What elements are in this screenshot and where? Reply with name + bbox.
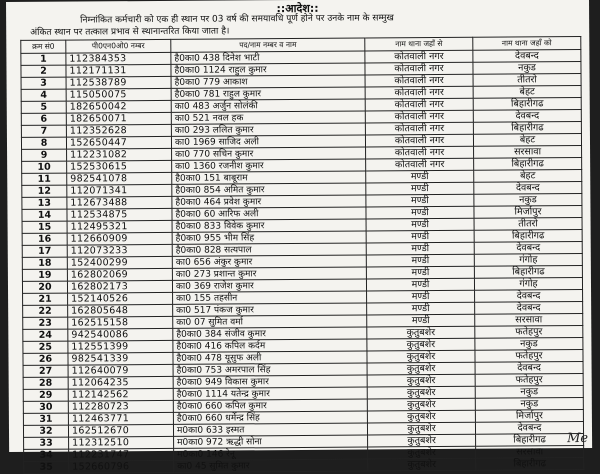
cell-name: है0का0 60 आरिफ अली xyxy=(172,207,366,220)
cell-to: नकुड xyxy=(473,62,581,75)
cell-name: है0का0 828 सत्यपाल xyxy=(172,243,366,256)
cell-from: कोतवाली नगर xyxy=(365,98,473,111)
header-sr: क्रम सं0 xyxy=(21,40,66,53)
cell-name: का0 521 नवल हक xyxy=(171,111,365,124)
cell-sr: 7 xyxy=(21,125,66,137)
header-pno: पी0एन0ओ0 नम्बर xyxy=(66,39,171,53)
document-page xyxy=(6,0,592,473)
cell-to: मिर्जापुर xyxy=(475,410,583,423)
cell-sr: 3 xyxy=(21,77,66,89)
cell-name: है0का0 779 आकाश xyxy=(171,75,365,88)
cell-pno: 982541339 xyxy=(68,352,173,365)
cell-name: का0 45 सुमित कुमार xyxy=(174,459,368,472)
cell-from: मण्डी xyxy=(366,254,474,267)
cell-sr: 19 xyxy=(22,269,67,281)
cell-pno: 112673488 xyxy=(67,196,172,209)
cell-to: तीतरो xyxy=(473,74,581,87)
cell-to: बिहारीगढ xyxy=(473,98,581,111)
cell-sr: 31 xyxy=(23,413,68,425)
cell-name: का0 155 तहसीन xyxy=(173,291,367,304)
cell-from: मण्डी xyxy=(367,290,475,303)
cell-name: है0का0 416 कपिल कर्दम xyxy=(173,339,367,352)
cell-to: देवबन्द xyxy=(473,50,581,63)
cell-sr: 1 xyxy=(21,53,66,65)
cell-from: मण्डी xyxy=(367,314,475,327)
cell-from: कुतुबशेर xyxy=(367,374,475,387)
cell-to: सरसावा xyxy=(475,314,583,327)
cell-pno: 182650071 xyxy=(66,112,171,125)
cell-name: का0 1969 साजिद अली xyxy=(171,135,365,148)
cell-name: का0 369 राजेश कुमार xyxy=(172,279,366,292)
cell-pno: 942540086 xyxy=(68,328,173,341)
cell-to: देवबन्द xyxy=(475,422,583,435)
transfer-table xyxy=(20,36,584,474)
cell-to: देवबन्द xyxy=(474,242,582,255)
cell-sr: 29 xyxy=(23,389,68,401)
cell-pno: 112171131 xyxy=(66,64,171,77)
cell-from: कुतुबशेर xyxy=(368,434,476,447)
cell-pno: 112640079 xyxy=(68,364,173,377)
cell-sr: 14 xyxy=(22,209,67,221)
cell-name: है0का0 438 दिनेश भाटी xyxy=(171,51,365,64)
cell-sr: 21 xyxy=(23,293,68,305)
cell-to: तीतरो xyxy=(474,218,582,231)
cell-from: मण्डी xyxy=(366,170,474,183)
cell-to: गंगोह xyxy=(474,278,582,291)
cell-from: कोतवाली नगर xyxy=(365,110,473,123)
cell-name: है0का0 854 अमित कुमार xyxy=(172,183,366,196)
cell-to: देवबन्द xyxy=(475,290,583,303)
cell-sr: 27 xyxy=(23,365,68,377)
cell-pno: 112231747 xyxy=(69,448,174,461)
cell-to: सरसावा xyxy=(474,146,582,159)
cell-to: नकुड xyxy=(474,194,582,207)
cell-to: देवबन्द xyxy=(475,302,583,315)
cell-from: मण्डी xyxy=(366,278,474,291)
cell-from: कोतवाली नगर xyxy=(365,74,473,87)
cell-sr: 25 xyxy=(23,341,68,353)
cell-name: है0का0 781 राहुल कुमार xyxy=(171,87,365,100)
cell-name: का0 770 सचिन कुमार xyxy=(172,147,366,160)
cell-sr: 33 xyxy=(24,437,69,449)
cell-from: कोतवाली नगर xyxy=(365,134,473,147)
table-body xyxy=(21,50,584,474)
cell-from: मण्डी xyxy=(366,206,474,219)
cell-sr: 12 xyxy=(22,185,67,197)
cell-sr: 20 xyxy=(22,281,67,293)
cell-to: बिहारीगढ xyxy=(476,458,584,471)
cell-name: म0का0 146 रेनू xyxy=(174,447,368,460)
cell-to: नकुड xyxy=(475,398,583,411)
cell-to: नकुड xyxy=(475,338,583,351)
cell-sr: 23 xyxy=(23,317,68,329)
cell-pno: 112312510 xyxy=(69,436,174,449)
cell-name: म0का0 633 इस्मत xyxy=(173,423,367,436)
cell-to: सरसावा xyxy=(476,446,584,459)
cell-pno: 162805648 xyxy=(68,304,173,317)
cell-name: है0का0 151 बाबूराम xyxy=(172,171,366,184)
cell-sr: 4 xyxy=(21,89,66,101)
cell-to: देवबन्द xyxy=(474,182,582,195)
cell-name: है0का0 660 कपिल कुमार xyxy=(173,399,367,412)
cell-name: है0का0 660 धर्मेन्द्र सिंह xyxy=(173,411,367,424)
cell-to: फतेहपुर xyxy=(475,326,583,339)
cell-sr: 26 xyxy=(23,353,68,365)
cell-pno: 112384353 xyxy=(66,52,171,65)
cell-from: कोतवाली नगर xyxy=(366,158,474,171)
cell-pno: 152400299 xyxy=(67,256,172,269)
cell-pno: 152650447 xyxy=(66,136,171,149)
cell-pno: 152530615 xyxy=(67,160,172,173)
order-title: ::आदेश:: xyxy=(276,1,319,16)
cell-pno: 112660909 xyxy=(67,232,172,245)
cell-from: कोतवाली नगर xyxy=(365,86,473,99)
cell-from: कुतुबशेर xyxy=(368,458,476,471)
cell-sr: 6 xyxy=(21,113,66,125)
cell-name: है0का0 1124 राहुल कुमार xyxy=(171,63,365,76)
cell-from: कुतुबशेर xyxy=(367,326,475,339)
cell-to: नकुड xyxy=(475,386,583,399)
cell-name: म0का0 972 ऋद्धी सोना xyxy=(174,435,368,448)
order-intro xyxy=(20,11,581,39)
header-from: नाम थाना जहाँ से xyxy=(365,37,473,51)
cell-from: मण्डी xyxy=(366,242,474,255)
cell-pno: 162802069 xyxy=(67,268,172,281)
cell-to: बेहट xyxy=(473,134,581,147)
cell-name: का0 517 पंकज कुमार xyxy=(173,303,367,316)
cell-to: बेहट xyxy=(473,86,581,99)
cell-name: है0का0 1114 यतेन्द्र कुमार xyxy=(173,387,367,400)
cell-sr: 8 xyxy=(21,137,66,149)
cell-from: कुतुबशेर xyxy=(367,362,475,375)
cell-from: कुतुबशेर xyxy=(367,350,475,363)
intro-line-2: अंकित स्थान पर तत्काल प्रभाव से स्थानान्तरित किया जाता है। xyxy=(30,26,230,38)
cell-from: मण्डी xyxy=(366,266,474,279)
cell-sr: 24 xyxy=(23,329,68,341)
cell-from: कुतुबशेर xyxy=(367,422,475,435)
cell-sr: 34 xyxy=(24,449,69,461)
cell-from: कुतुबशेर xyxy=(367,386,475,399)
cell-to: गंगोह xyxy=(474,254,582,267)
cell-to: फतेहपुर xyxy=(475,374,583,387)
cell-pno: 152140526 xyxy=(68,292,173,305)
cell-from: कुतुबशेर xyxy=(367,338,475,351)
cell-from: मण्डी xyxy=(366,182,474,195)
cell-pno: 115050075 xyxy=(66,88,171,101)
cell-sr: 16 xyxy=(22,233,67,245)
cell-name: का0 293 ललित कुमार xyxy=(171,123,365,136)
cell-from: कोतवाली नगर xyxy=(366,146,474,159)
cell-name: है0का0 949 विकास कुमार xyxy=(173,375,367,388)
cell-from: मण्डी xyxy=(367,302,475,315)
cell-sr: 10 xyxy=(22,161,67,173)
cell-pno: 182650042 xyxy=(66,100,171,113)
cell-sr: 17 xyxy=(22,245,67,257)
table-row xyxy=(24,458,584,474)
cell-sr: 28 xyxy=(23,377,68,389)
cell-sr: 18 xyxy=(22,257,67,269)
cell-from: मण्डी xyxy=(366,218,474,231)
cell-pno: 982541078 xyxy=(67,172,172,185)
cell-to: बिहारीगढ xyxy=(476,434,584,447)
cell-pno: 162802173 xyxy=(67,280,172,293)
cell-name: है0का0 955 भीम सिंह xyxy=(172,231,366,244)
header-name: पद/नाम नम्बर व नाम xyxy=(171,38,365,52)
cell-pno: 112073233 xyxy=(67,244,172,257)
cell-name: है0का0 478 यूसुफ अली xyxy=(173,351,367,364)
cell-to: फतेहपुर xyxy=(475,350,583,363)
cell-to: बेहट xyxy=(474,170,582,183)
cell-to: बिहारीगढ xyxy=(474,230,582,243)
cell-pno: 112142562 xyxy=(68,388,173,401)
cell-pno: 152660796 xyxy=(69,460,174,473)
cell-pno: 112495321 xyxy=(67,220,172,233)
cell-sr: 13 xyxy=(22,197,67,209)
cell-sr: 5 xyxy=(21,101,66,113)
cell-from: कोतवाली नगर xyxy=(365,122,473,135)
cell-pno: 112231082 xyxy=(67,148,172,161)
cell-pno: 112463771 xyxy=(68,412,173,425)
cell-pno: 112352628 xyxy=(66,124,171,137)
cell-to: बिहारीगढ xyxy=(474,266,582,279)
signature: Me xyxy=(567,430,589,447)
cell-name: का0 273 प्रशान्त कुमार xyxy=(172,267,366,280)
cell-from: कुतुबशेर xyxy=(367,398,475,411)
cell-pno: 162515158 xyxy=(68,316,173,329)
cell-to: बिहारीगढ xyxy=(474,158,582,171)
cell-pno: 112071341 xyxy=(67,184,172,197)
cell-to: देवबन्द xyxy=(473,110,581,123)
cell-name: का0 07 सुमित वर्मा xyxy=(173,315,367,328)
cell-name: का0 656 अंकुर कुमार xyxy=(172,255,366,268)
cell-to: देवबन्द xyxy=(475,362,583,375)
cell-sr: 11 xyxy=(22,173,67,185)
intro-line-1: निम्नांकित कर्मचारी को एक ही स्थान पर 03 वर्ष की समयावधि पूर्ण होने पर उनके नाम के सम्मुख xyxy=(80,13,394,26)
cell-sr: 22 xyxy=(23,305,68,317)
cell-pno: 112551399 xyxy=(68,340,173,353)
cell-sr: 32 xyxy=(23,425,68,437)
cell-sr: 15 xyxy=(22,221,67,233)
header-to: नाम थाना जहाँ को xyxy=(473,37,581,51)
cell-name: का0 483 अर्जुन सोलंकी xyxy=(171,99,365,112)
cell-sr: 35 xyxy=(24,461,69,473)
cell-from: मण्डी xyxy=(366,194,474,207)
cell-from: मण्डी xyxy=(366,230,474,243)
cell-from: कोतवाली नगर xyxy=(365,50,473,63)
cell-from: कुतुबशेर xyxy=(368,446,476,459)
cell-from: कुतुबशेर xyxy=(367,410,475,423)
cell-to: मिर्जापुर xyxy=(474,206,582,219)
cell-from: कोतवाली नगर xyxy=(365,62,473,75)
cell-pno: 162512670 xyxy=(68,424,173,437)
cell-pno: 112280723 xyxy=(68,400,173,413)
cell-name: है0का0 464 प्रवेश कुमार xyxy=(172,195,366,208)
cell-name: का0 1360 रजनीश कुमार xyxy=(172,159,366,172)
cell-pno: 112538789 xyxy=(66,76,171,89)
cell-pno: 112064235 xyxy=(68,376,173,389)
cell-pno: 112534875 xyxy=(67,208,172,221)
cell-to: बिहारीगढ xyxy=(473,122,581,135)
cell-sr: 2 xyxy=(21,65,66,77)
cell-sr: 9 xyxy=(22,149,67,161)
cell-name: है0का0 753 अमरपाल सिंह xyxy=(173,363,367,376)
cell-name: है0का0 384 संजीव कुमार xyxy=(173,327,367,340)
cell-sr: 30 xyxy=(23,401,68,413)
cell-name: है0का0 833 विवेक कुमार xyxy=(172,219,366,232)
